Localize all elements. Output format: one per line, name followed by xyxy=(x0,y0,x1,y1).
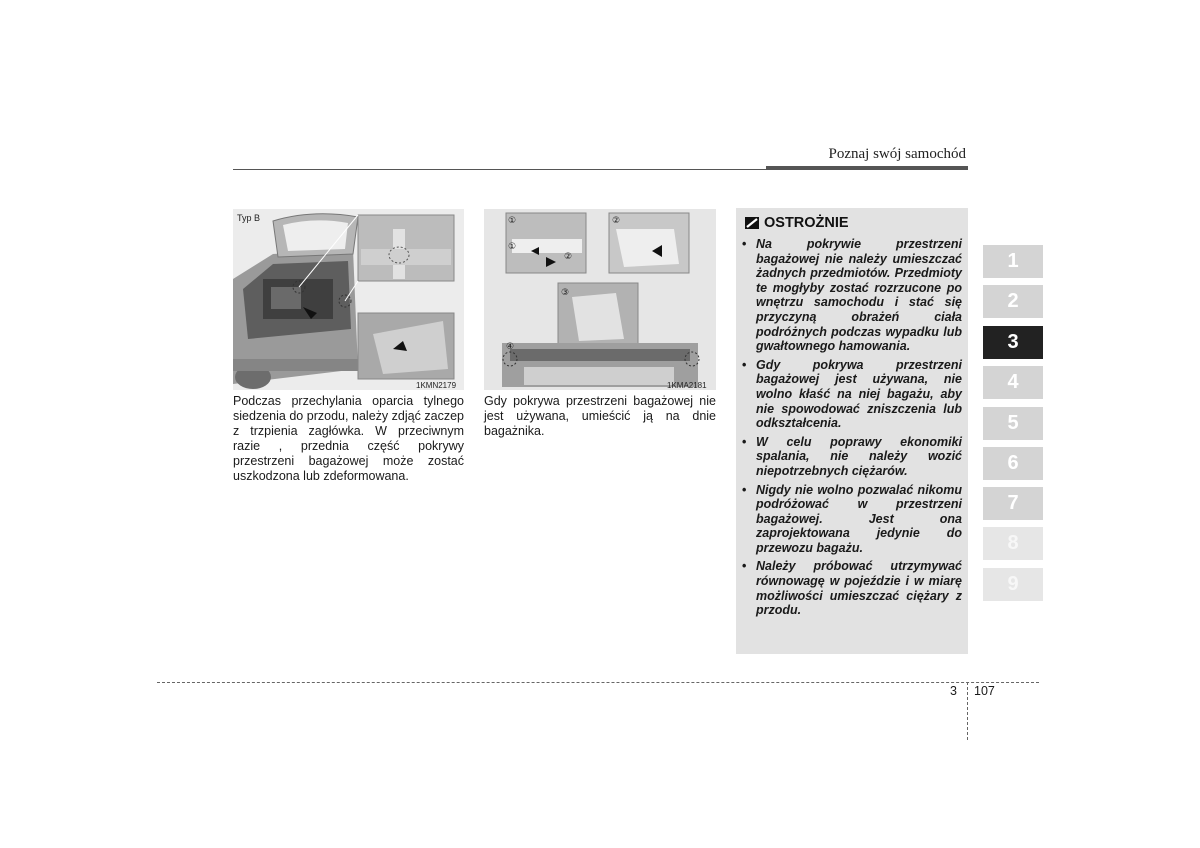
caution-item: • Nigdy nie wolno pozwalać nikomu podróżować w przestrzeni bagażowej. Jest ona zaprojektowana jedynie do przewozu bagażu. xyxy=(742,483,962,556)
page-header-title: Poznaj swój samochód xyxy=(828,146,966,162)
caution-title: OSTROŻNIE xyxy=(764,215,849,231)
chapter-tab-1[interactable]: 1 xyxy=(983,245,1043,278)
chapter-tab-5[interactable]: 5 xyxy=(983,407,1043,440)
figure-right-marker-1b: ① xyxy=(508,241,517,251)
header-rule-accent xyxy=(766,166,968,170)
caution-item: • Na pokrywie przestrzeni bagażowej nie należy umieszczać żadnych przedmiotów. Przedmioty te mogłyby zostać rozrzucone po wnętrzu samochodu i stać się przyczyną obrażeń ciała podróżnych podczas wypadku lub gwałtownego hamowania. xyxy=(742,237,962,354)
figure-right-illustration xyxy=(484,209,716,390)
chapter-tab-2[interactable]: 2 xyxy=(983,285,1043,318)
figure-right-marker-4: ④ xyxy=(506,341,515,351)
paragraph-middle: Gdy pokrywa przestrzeni bagażowej nie jest używana, umieścić ją na dnie bagażnika. xyxy=(484,394,716,438)
caution-item: • Należy próbować utrzymywać równowagę w pojeździe i w miarę możliwości umieszczać ciężary z przodu. xyxy=(742,559,962,617)
caution-icon xyxy=(744,215,760,231)
paragraph-left: Podczas przechylania oparcia tylnego siedzenia do przodu, należy zdjąć zaczep z trzpienia zagłówka. W przeciwnym razie , przednia część pokrywy przestrzeni bagażowej może zostać uszkodzona lub zdeformowana. xyxy=(233,394,464,483)
figure-right-code: 1KMA2181 xyxy=(667,381,707,390)
figure-left xyxy=(233,209,464,390)
figure-right xyxy=(484,209,716,390)
figure-right-marker-2b: ② xyxy=(564,251,573,261)
chapter-tab-8[interactable]: 8 xyxy=(983,527,1043,560)
caution-item: • Gdy pokrywa przestrzeni bagażowej jest używana, nie wolno kłaść na niej bagażu, aby nie spowodować zniszczenia lub odkształcenia. xyxy=(742,358,962,431)
figure-left-code: 1KMN2179 xyxy=(416,381,457,390)
chapter-tab-4[interactable]: 4 xyxy=(983,366,1043,399)
footer-page-number: 107 xyxy=(974,684,995,698)
chapter-tab-9[interactable]: 9 xyxy=(983,568,1043,601)
figure-left-illustration xyxy=(233,209,464,390)
caution-heading xyxy=(744,215,849,231)
figure-right-marker-3: ③ xyxy=(561,287,570,297)
chapter-tab-7[interactable]: 7 xyxy=(983,487,1043,520)
caution-box xyxy=(736,208,968,654)
caution-list xyxy=(742,237,962,622)
chapter-tab-3[interactable]: 3 xyxy=(983,326,1043,359)
figure-right-marker-1: ① xyxy=(508,215,517,225)
figure-right-marker-2: ② xyxy=(612,215,621,225)
caution-item: • W celu poprawy ekonomiki spalania, nie należy wozić niepotrzebnych ciężarów. xyxy=(742,435,962,479)
footer-divider xyxy=(967,682,968,740)
chapter-tab-6[interactable]: 6 xyxy=(983,447,1043,480)
footer-rule xyxy=(157,682,1039,683)
footer-chapter-number: 3 xyxy=(950,684,957,698)
figure-left-type-label: Typ B xyxy=(237,213,261,223)
